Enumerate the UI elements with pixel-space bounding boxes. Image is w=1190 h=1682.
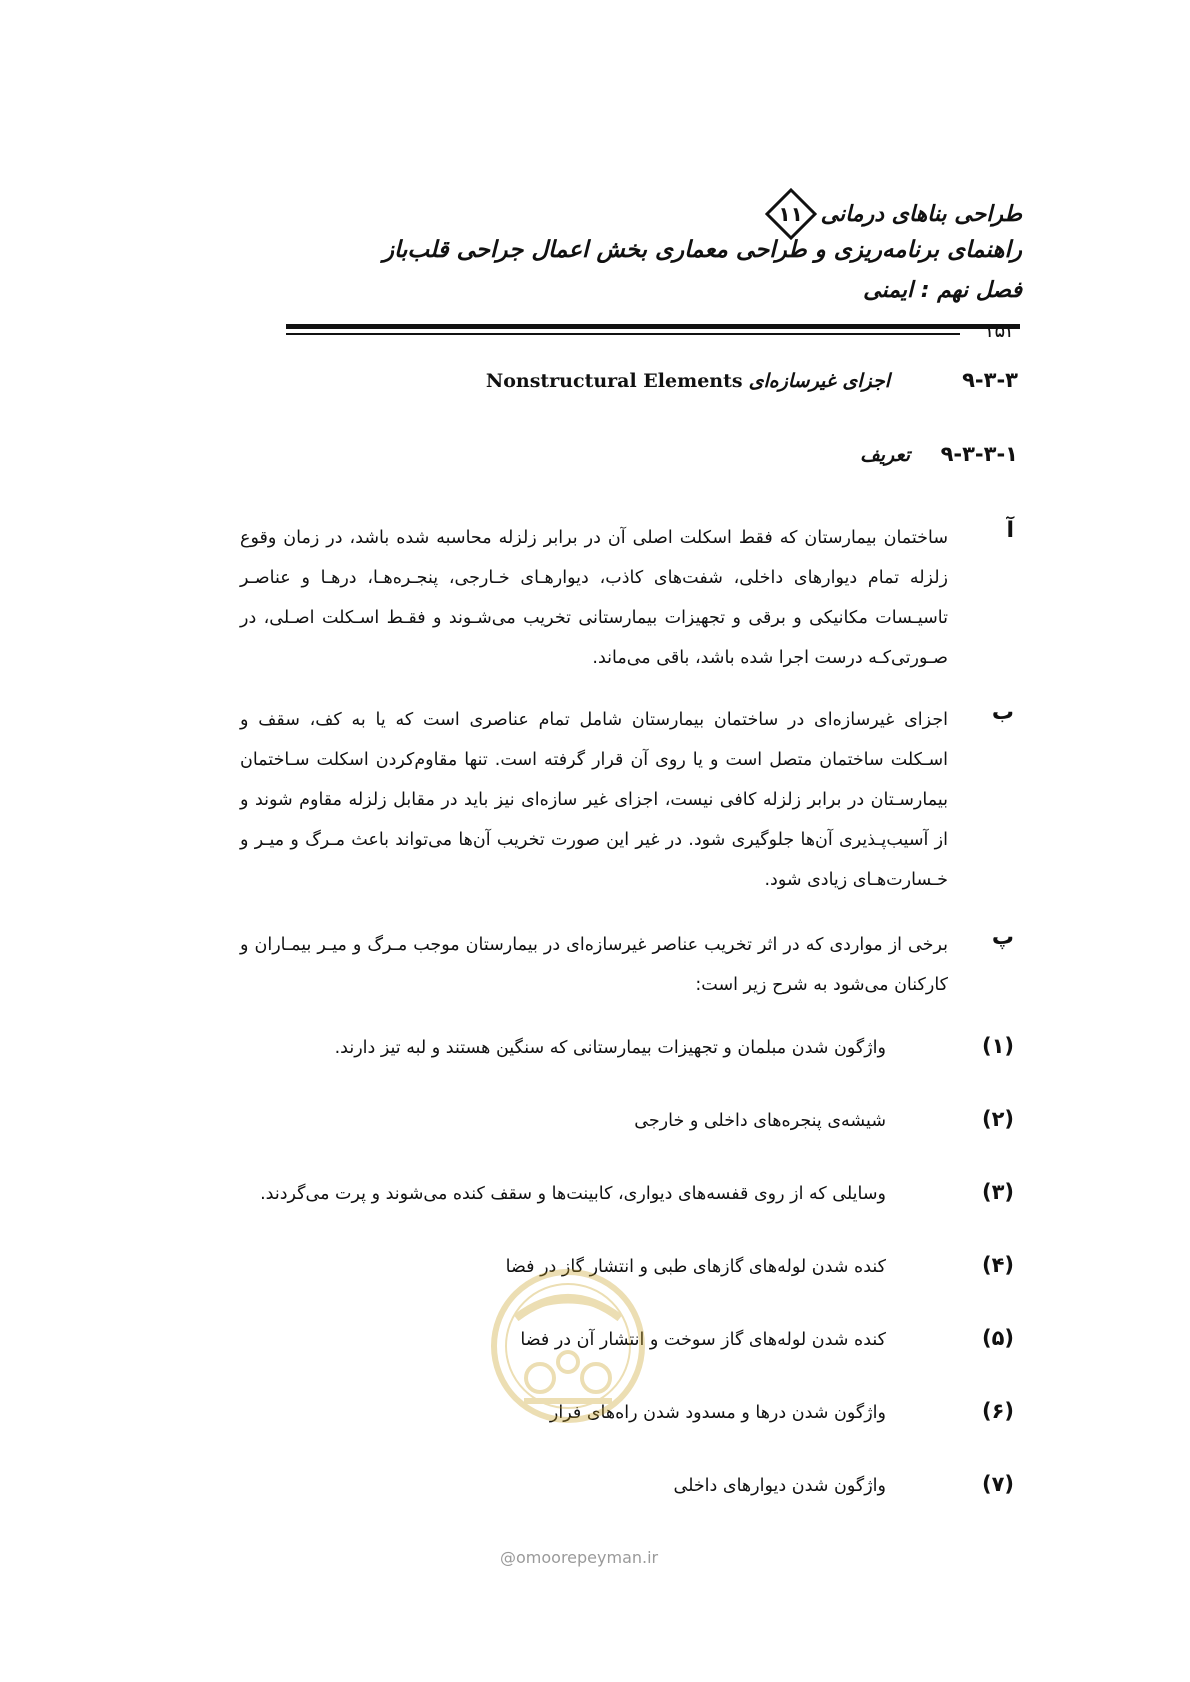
paragraph-mark: ب [991, 700, 1014, 725]
paragraph-b [176, 700, 1014, 900]
list-item [673, 1472, 1014, 1496]
list-item-number: (۳) [981, 1180, 1014, 1204]
list-item-number: (۵) [981, 1326, 1014, 1350]
paragraph-p [176, 925, 1014, 1005]
list-item [260, 1180, 1014, 1204]
list-item [335, 1034, 1014, 1058]
list-item [634, 1107, 1014, 1131]
header-line-2: راهنمای برنامه‌ریزی و طراحی معماری بخش اعمال جراحی قلب‌باز [382, 237, 1022, 263]
paragraph-text: برخی از مواردی که در اثر تخریب عناصر غیرسازه‌ای در بیمارستان موجب مـرگ و میـر بیمـاران و کارکنان می‌شود به شرح زیر است: [240, 935, 948, 995]
list-item-number: (۱) [981, 1034, 1014, 1058]
section-number: ۹-۳-۳ [962, 368, 1018, 392]
list-item-text: واژگون شدن مبلمان و تجهیزات بیمارستانی که سنگین هستند و لبه تیز دارند. [334, 1038, 886, 1058]
list-item-text: واژگون شدن درها و مسدود شدن راه‌های فرار [549, 1403, 886, 1423]
list-item-number: (۷) [981, 1472, 1014, 1496]
paragraph-a [176, 518, 1014, 678]
list-item-text: کنده شدن لوله‌های گازهای طبی و انتشار گاز در فضا [505, 1257, 886, 1277]
section-heading [486, 368, 1018, 392]
list-item-text: شیشه‌ی پنجره‌های داخلی و خارجی [634, 1111, 886, 1131]
list-item-text: کنده شدن لوله‌های گاز سوخت و انتشار آن در فضا [520, 1330, 886, 1350]
section-title-en: Nonstructural Elements [485, 370, 743, 392]
header-rule-thick [286, 324, 1020, 329]
list-item-text: وسایلی که از روی قفسه‌های دیواری، کابینت‌ها و سقف کنده می‌شوند و پرت می‌گردند. [260, 1184, 886, 1204]
watermark-site: @omoorepeyman.ir [500, 1548, 659, 1567]
list-item-text: واژگون شدن دیوارهای داخلی [673, 1476, 886, 1496]
book-title: طراحی بناهای درمانی [820, 201, 1022, 227]
list-item-number: (۴) [981, 1253, 1014, 1277]
subsection-number: ۹-۳-۳-۱ [940, 442, 1018, 466]
volume-badge [765, 188, 817, 240]
chapter-title: فصل نهم : ایمنی [863, 278, 1022, 303]
list-item-number: (۶) [981, 1399, 1014, 1423]
paragraph-mark: آ [1006, 518, 1014, 543]
section-title-fa: اجزای غیرسازه‌ای [748, 370, 890, 392]
omoorepeyman-seal-icon [488, 1258, 648, 1438]
volume-number: ۱۱ [778, 202, 803, 226]
paragraph-text: اجزای غیرسازه‌ای در ساختمان بیمارستان شامل تمام عناصری است که یا به کف، سقف و اسـکلت ساختمان متصل است و یا روی آن قرار گرفته است. تنها مقاوم‌کردن اسکلت سـاختمان بیمارسـتان در برابر زلزله کافی نیست، اجزای غیر سازه‌ای نیز باید در مقابل زلزله مقاوم شوند و از آسیب‌پـذیری آن‌ها جلوگیری شود. در غیر این صورت تخریب آن‌ها می‌تواند باعث مـرگ و میـر و خـسارت‌هـای زیادی شود. [240, 710, 948, 890]
paragraph-text: ساختمان بیمارستان که فقط اسکلت اصلی آن در برابر زلزله محاسبه شده باشد، در زمان وقوع زلزله تمام دیوارهای داخلی، شفت‌های کاذب، دیوارهـای خـارجی، پنجـره‌هـا، درهـا و عناصـر تاسیـسات مکانیکی و برقی و تجهیزات بیمارستانی تخریب می‌شـوند و فقـط اسـکلت اصـلی، در صـورتی‌کـه درست اجرا شده باشد، باقی می‌ماند. [240, 528, 948, 668]
header-rule-thin [286, 333, 960, 335]
header-line-1 [761, 188, 1022, 240]
page-number: ۱۵۲ [983, 318, 1016, 342]
subsection-heading [860, 442, 1018, 466]
paragraph-mark: پ [991, 925, 1014, 950]
subsection-title: تعریف [860, 444, 910, 466]
list-item-number: (۲) [981, 1107, 1014, 1131]
